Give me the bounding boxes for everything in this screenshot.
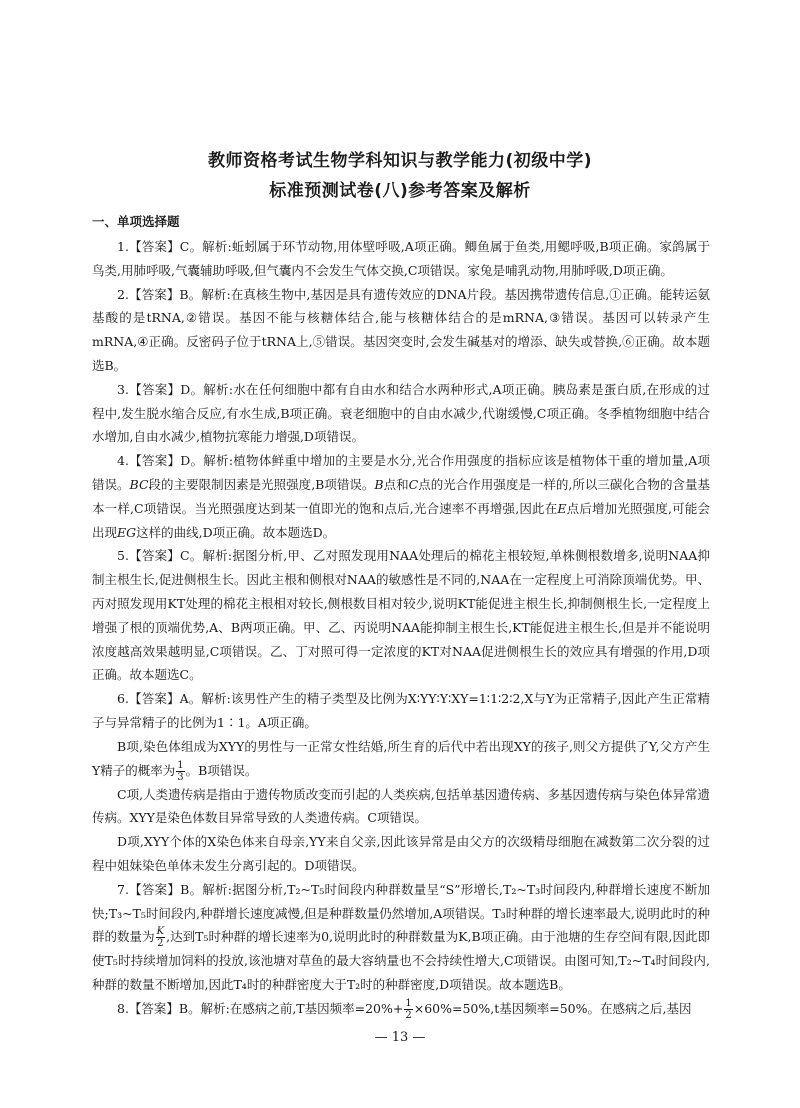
q4-segment-bc: BC bbox=[129, 476, 149, 492]
q4-text-a: 4.【答案】D。解析:植物体鲜重中增加的主要是水分,光合作用强度的指标应该是植物体干重的增加量,A项错误。 bbox=[92, 453, 710, 492]
fraction-k-over-2 bbox=[156, 926, 165, 949]
answer-q6-b bbox=[92, 735, 710, 783]
answer-body bbox=[92, 235, 710, 1021]
answer-q6-c: C项,人类遗传病是指由于遗传物质改变而引起的人类疾病,包括单基因遗传病、多基因遗传病与染色体异常遗传病。XYY是染色体数目异常导致的人类遗传病。C项错误。 bbox=[92, 786, 710, 826]
fraction-denominator: 2 bbox=[157, 938, 164, 950]
answer-q6-d: D项,XYY个体的X染色体来自母亲,YY来自父亲,因此该异常是由父方的次级精母细胞在减数第二次分裂的过程中姐妹染色单体未发生分离引起的。D项错误。 bbox=[92, 834, 710, 873]
page-number: — 13 — bbox=[374, 1030, 426, 1045]
answer-q5: 5.【答案】C。解析:据图分析,甲、乙对照发现用NAA处理后的棉花主根较短,单株侧根数增多,说明NAA抑制主根生长,促进侧根生长。因此主根和侧根对NAA的敏感性是不同的,NAA在一定程度上可消除顶端优势。甲、丙对照发现用KT处理的棉花主根相对较长,侧根数目相对较少,说明KT能促进主根生长,抑制侧根生长,一定程度上增强了根的顶端优势,A、B两项正确。甲、乙、丙说明NAA能抑制主根生长,KT能促进主根生长,但是并不能说明浓度越高效果越明显,C项错误。乙、丁对照可得一定浓度的KT对NAA促进侧根生长的效应具有增强的作用,D项正确。故本题选C。 bbox=[92, 548, 710, 683]
fraction-one-third bbox=[176, 760, 184, 783]
fraction-denominator: 3 bbox=[177, 771, 184, 783]
answer-q8 bbox=[92, 997, 710, 1021]
q4-text-g: 点的光合作用强度是一样的,所以三碳化合物的含量基本一样,C项错误。当光照强度达到某一值即光的饱和点后,光合速率不再增强,因此在 bbox=[92, 476, 710, 516]
answer-q2: 2.【答案】B。解析:在真核生物中,基因是具有遗传效应的DNA片段。基因携带遗传信息,①正确。能转运氨基酸的是tRNA,②错误。基因不能与核糖体结合,能与核糖体结合的是mRNA,③错误。基因可以转录产生mRNA,④正确。反密码子位于tRNA上,⑤错误。基因突变时,会发生碱基对的增添、缺失或替换,⑥正确。故本题选B。 bbox=[92, 286, 710, 373]
q4-text-k: 这样的曲线,D项正确。故本题选D。 bbox=[136, 524, 336, 540]
fraction-numerator: K bbox=[156, 926, 165, 938]
fraction-one-half bbox=[404, 998, 412, 1021]
answer-q1: 1.【答案】C。解析:蚯蚓属于环节动物,用体壁呼吸,A项正确。鲫鱼属于鱼类,用鳃呼吸,B项正确。家鸽属于鸟类,用肺呼吸,气囊辅助呼吸,但气囊内不会发生气体交换,C项错误。家兔是哺乳动物,用肺呼吸,D项正确。 bbox=[92, 239, 710, 278]
q4-curve-eg: EG bbox=[117, 524, 137, 540]
q8-text-a: 8.【答案】B。解析:在感病之前,T基因频率=20%+ bbox=[117, 1000, 404, 1016]
q4-point-c: C bbox=[408, 476, 419, 492]
q4-text-e: 点和 bbox=[383, 476, 409, 492]
fraction-denominator: 2 bbox=[405, 1009, 412, 1021]
answer-q3: 3.【答案】D。解析:水在任何细胞中都有自由水和结合水两种形式,A项正确。胰岛素是蛋白质,在形成的过程中,发生脱水缩合反应,有水生成,B项正确。衰老细胞中的自由水减少,代谢缓慢,C项正确。冬季植物细胞中结合水增加,自由水减少,植物抗寒能力增强,D项错误。 bbox=[92, 381, 710, 445]
answer-q6-a: 6.【答案】A。解析:该男性产生的精子类型及比例为X∶YY∶Y∶XY=1∶1∶2∶2,X与Y为正常精子,因此产生正常精子与异常精子的比例为1∶1。A项正确。 bbox=[92, 691, 710, 730]
q8-text-b: ×60%=50%,t基因频率=50%。在感病之后,基因 bbox=[413, 1000, 692, 1016]
q6-b-text: B项,染色体组成为XYY的男性与一正常女性结婚,所生育的后代中若出现XY的孩子,则父方提供了Y,父方产生Y精子的概率为 bbox=[92, 738, 710, 778]
q7-text-b: ,达到T₅时种群的增长速率为0,说明此时的种群数量为K,B项正确。由于池塘的生存空间有限,因此即使T₅时持续增加饲料的投放,该池塘对草鱼的最大容纳量也不会持续性增大,C项错误。由图可知,T₂~T₄时间段内,种群的数量不断增加,因此T₄时的种群密度大于T₂时的种群密度,D项错误。故本题选B。 bbox=[92, 929, 710, 993]
q6-b-text-end: 。B项错误。 bbox=[185, 762, 258, 778]
q4-point-e: E bbox=[557, 500, 567, 516]
section-heading: 一、单项选择题 bbox=[92, 214, 180, 229]
q4-point-b: B bbox=[374, 476, 384, 492]
q7-text-a: 7.【答案】B。解析:据图分析,T₂~T₅时间段内种群数量呈“S”形增长,T₂~T₃时间段内,种群增长速度不断加快;T₃~T₅时间段内,种群增长速度减慢,但是种群数量仍然增加,A项错误。T₃时种群的增长速率最大,说明此时的种群的数量为 bbox=[92, 881, 710, 945]
q4-text-c: 段的主要限制因素是光照强度,B项错误。 bbox=[148, 476, 375, 492]
answer-q4 bbox=[92, 449, 710, 544]
fraction-numerator: 1 bbox=[177, 759, 184, 771]
title-line-1: 教师资格考试生物学科知识与教学能力(初级中学) bbox=[207, 151, 593, 171]
title-line-2: 标准预测试卷(八)参考答案及解析 bbox=[269, 181, 531, 201]
q4-text-i: 点后增加光照强度,可能会出现 bbox=[92, 500, 710, 540]
answer-q7 bbox=[92, 878, 710, 997]
fraction-numerator: 1 bbox=[405, 997, 412, 1009]
